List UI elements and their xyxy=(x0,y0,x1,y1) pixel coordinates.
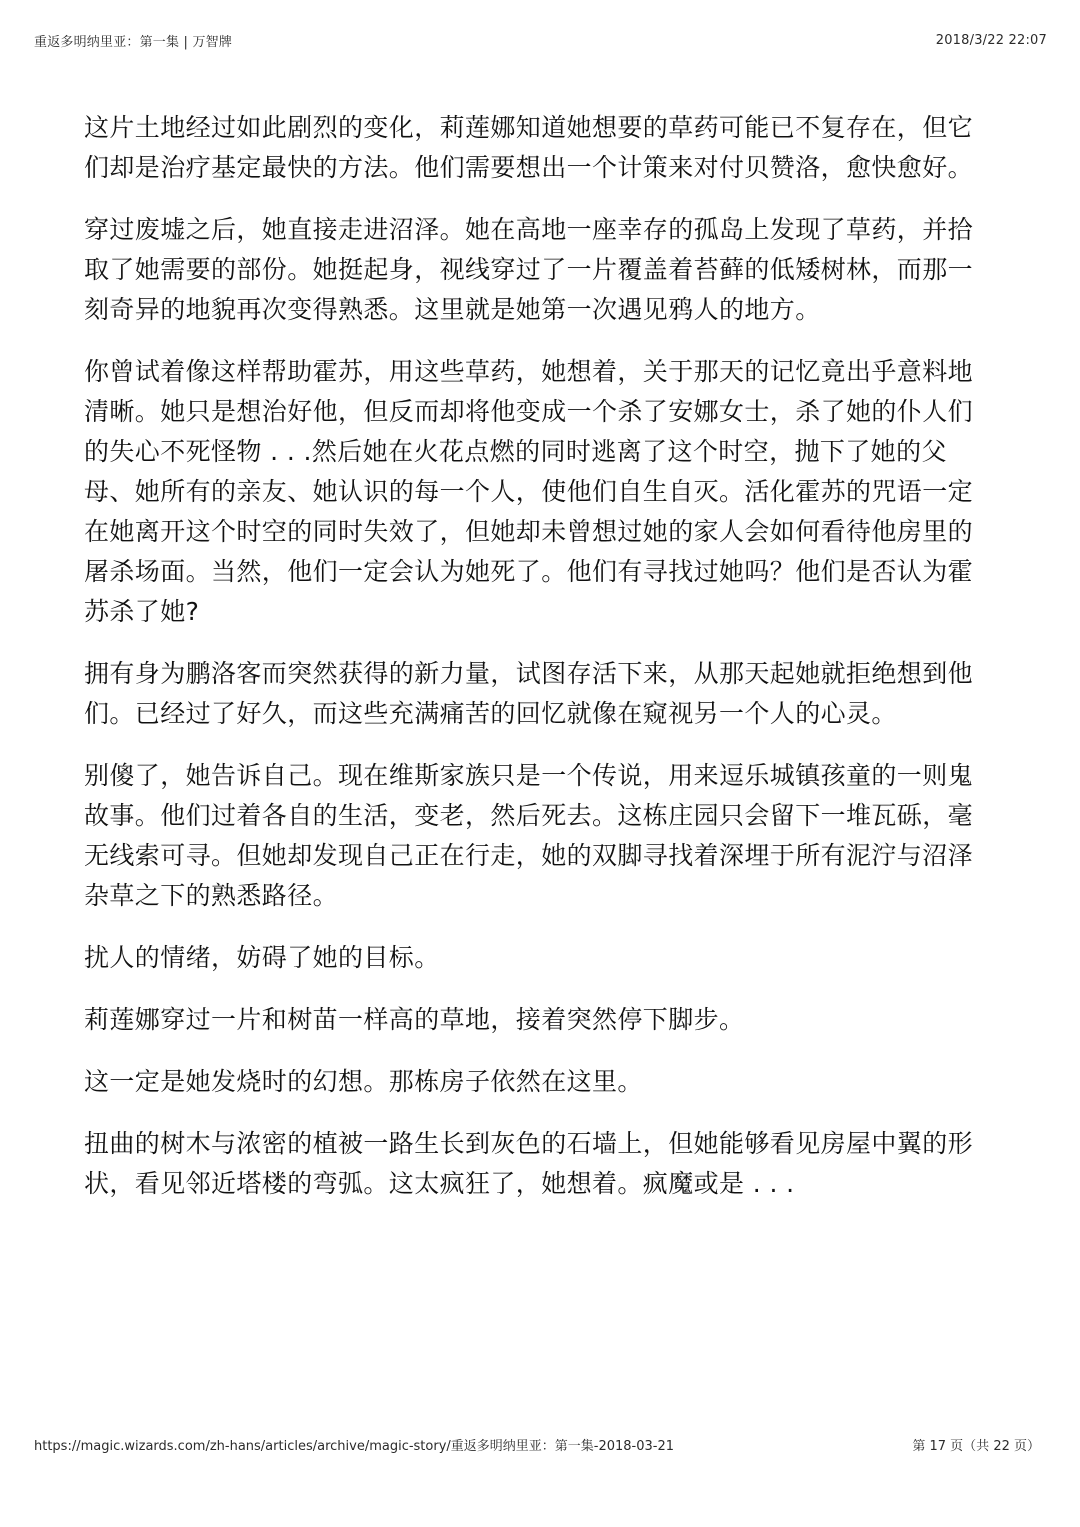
paragraph: 扰人的情绪，妨碍了她的目标。 xyxy=(84,943,440,972)
article-body xyxy=(84,108,996,1226)
document-title: 重返多明纳里亚：第一集 | 万智牌 xyxy=(34,34,233,50)
page-url-link[interactable]: https://magic.wizards.com/zh-hans/articles/archive/magic-story/重返多明纳里亚：第一集-2018-03-21 xyxy=(34,1438,675,1454)
print-header xyxy=(34,30,1047,50)
paragraph: 拥有身为鹏洛客而突然获得的新力量，试图存活下来，从那天起她就拒绝想到他们。已经过了好久，而这些充满痛苦的回忆就像在窥视另一个人的心灵。 xyxy=(84,659,974,728)
paragraph: 穿过废墟之后，她直接走进沼泽。她在高地一座幸存的孤岛上发现了草药，并拾取了她需要的部份。她挺起身，视线穿过了一片覆盖着苔藓的低矮树林，而那一刻奇异的地貌再次变得熟悉。这里就是她第一次遇见鸦人的地方。 xyxy=(84,215,974,324)
paragraph: 这片土地经过如此剧烈的变化，莉莲娜知道她想要的草药可能已不复存在，但它们却是治疗基定最快的方法。他们需要想出一个计策来对付贝赞洛，愈快愈好。 xyxy=(84,113,974,182)
paragraph: 莉莲娜穿过一片和树苗一样高的草地，接着突然停下脚步。 xyxy=(84,1005,745,1034)
page-number: 第 17 页（共 22 页） xyxy=(912,1438,1040,1454)
paragraph: 别傻了，她告诉自己。现在维斯家族只是一个传说，用来逗乐城镇孩童的一则鬼故事。他们过着各自的生活，变老，然后死去。这栋庄园只会留下一堆瓦砾，毫无线索可寻。但她却发现自己正在行走，她的双脚寻找着深埋于所有泥泞与沼泽杂草之下的熟悉路径。 xyxy=(84,761,974,910)
print-footer xyxy=(34,1434,1040,1454)
paragraph: 扭曲的树木与浓密的植被一路生长到灰色的石墙上，但她能够看见房屋中翼的形状，看见邻近塔楼的弯弧。这太疯狂了，她想着。疯魔或是 . . . xyxy=(84,1129,974,1198)
print-datetime: 2018/3/22 22:07 xyxy=(935,32,1047,48)
paragraph: 你曾试着像这样帮助霍苏，用这些草药，她想着，关于那天的记忆竟出乎意料地清晰。她只是想治好他，但反而却将他变成一个杀了安娜女士，杀了她的仆人们的失心不死怪物 . . .然后她在火花点燃的同时逃离了这个时空，抛下了她的父母、她所有的亲友、她认识的每一个人，使他们自生自灭。活化霍苏的咒语一定在她离开这个时空的同时失效了，但她却未曾想过她的家人会如何看待他房里的屠杀场面。当然，他们一定会认为她死了。他们有寻找过她吗？他们是否认为霍苏杀了她? xyxy=(84,357,974,626)
paragraph: 这一定是她发烧时的幻想。那栋房子依然在这里。 xyxy=(84,1067,643,1096)
